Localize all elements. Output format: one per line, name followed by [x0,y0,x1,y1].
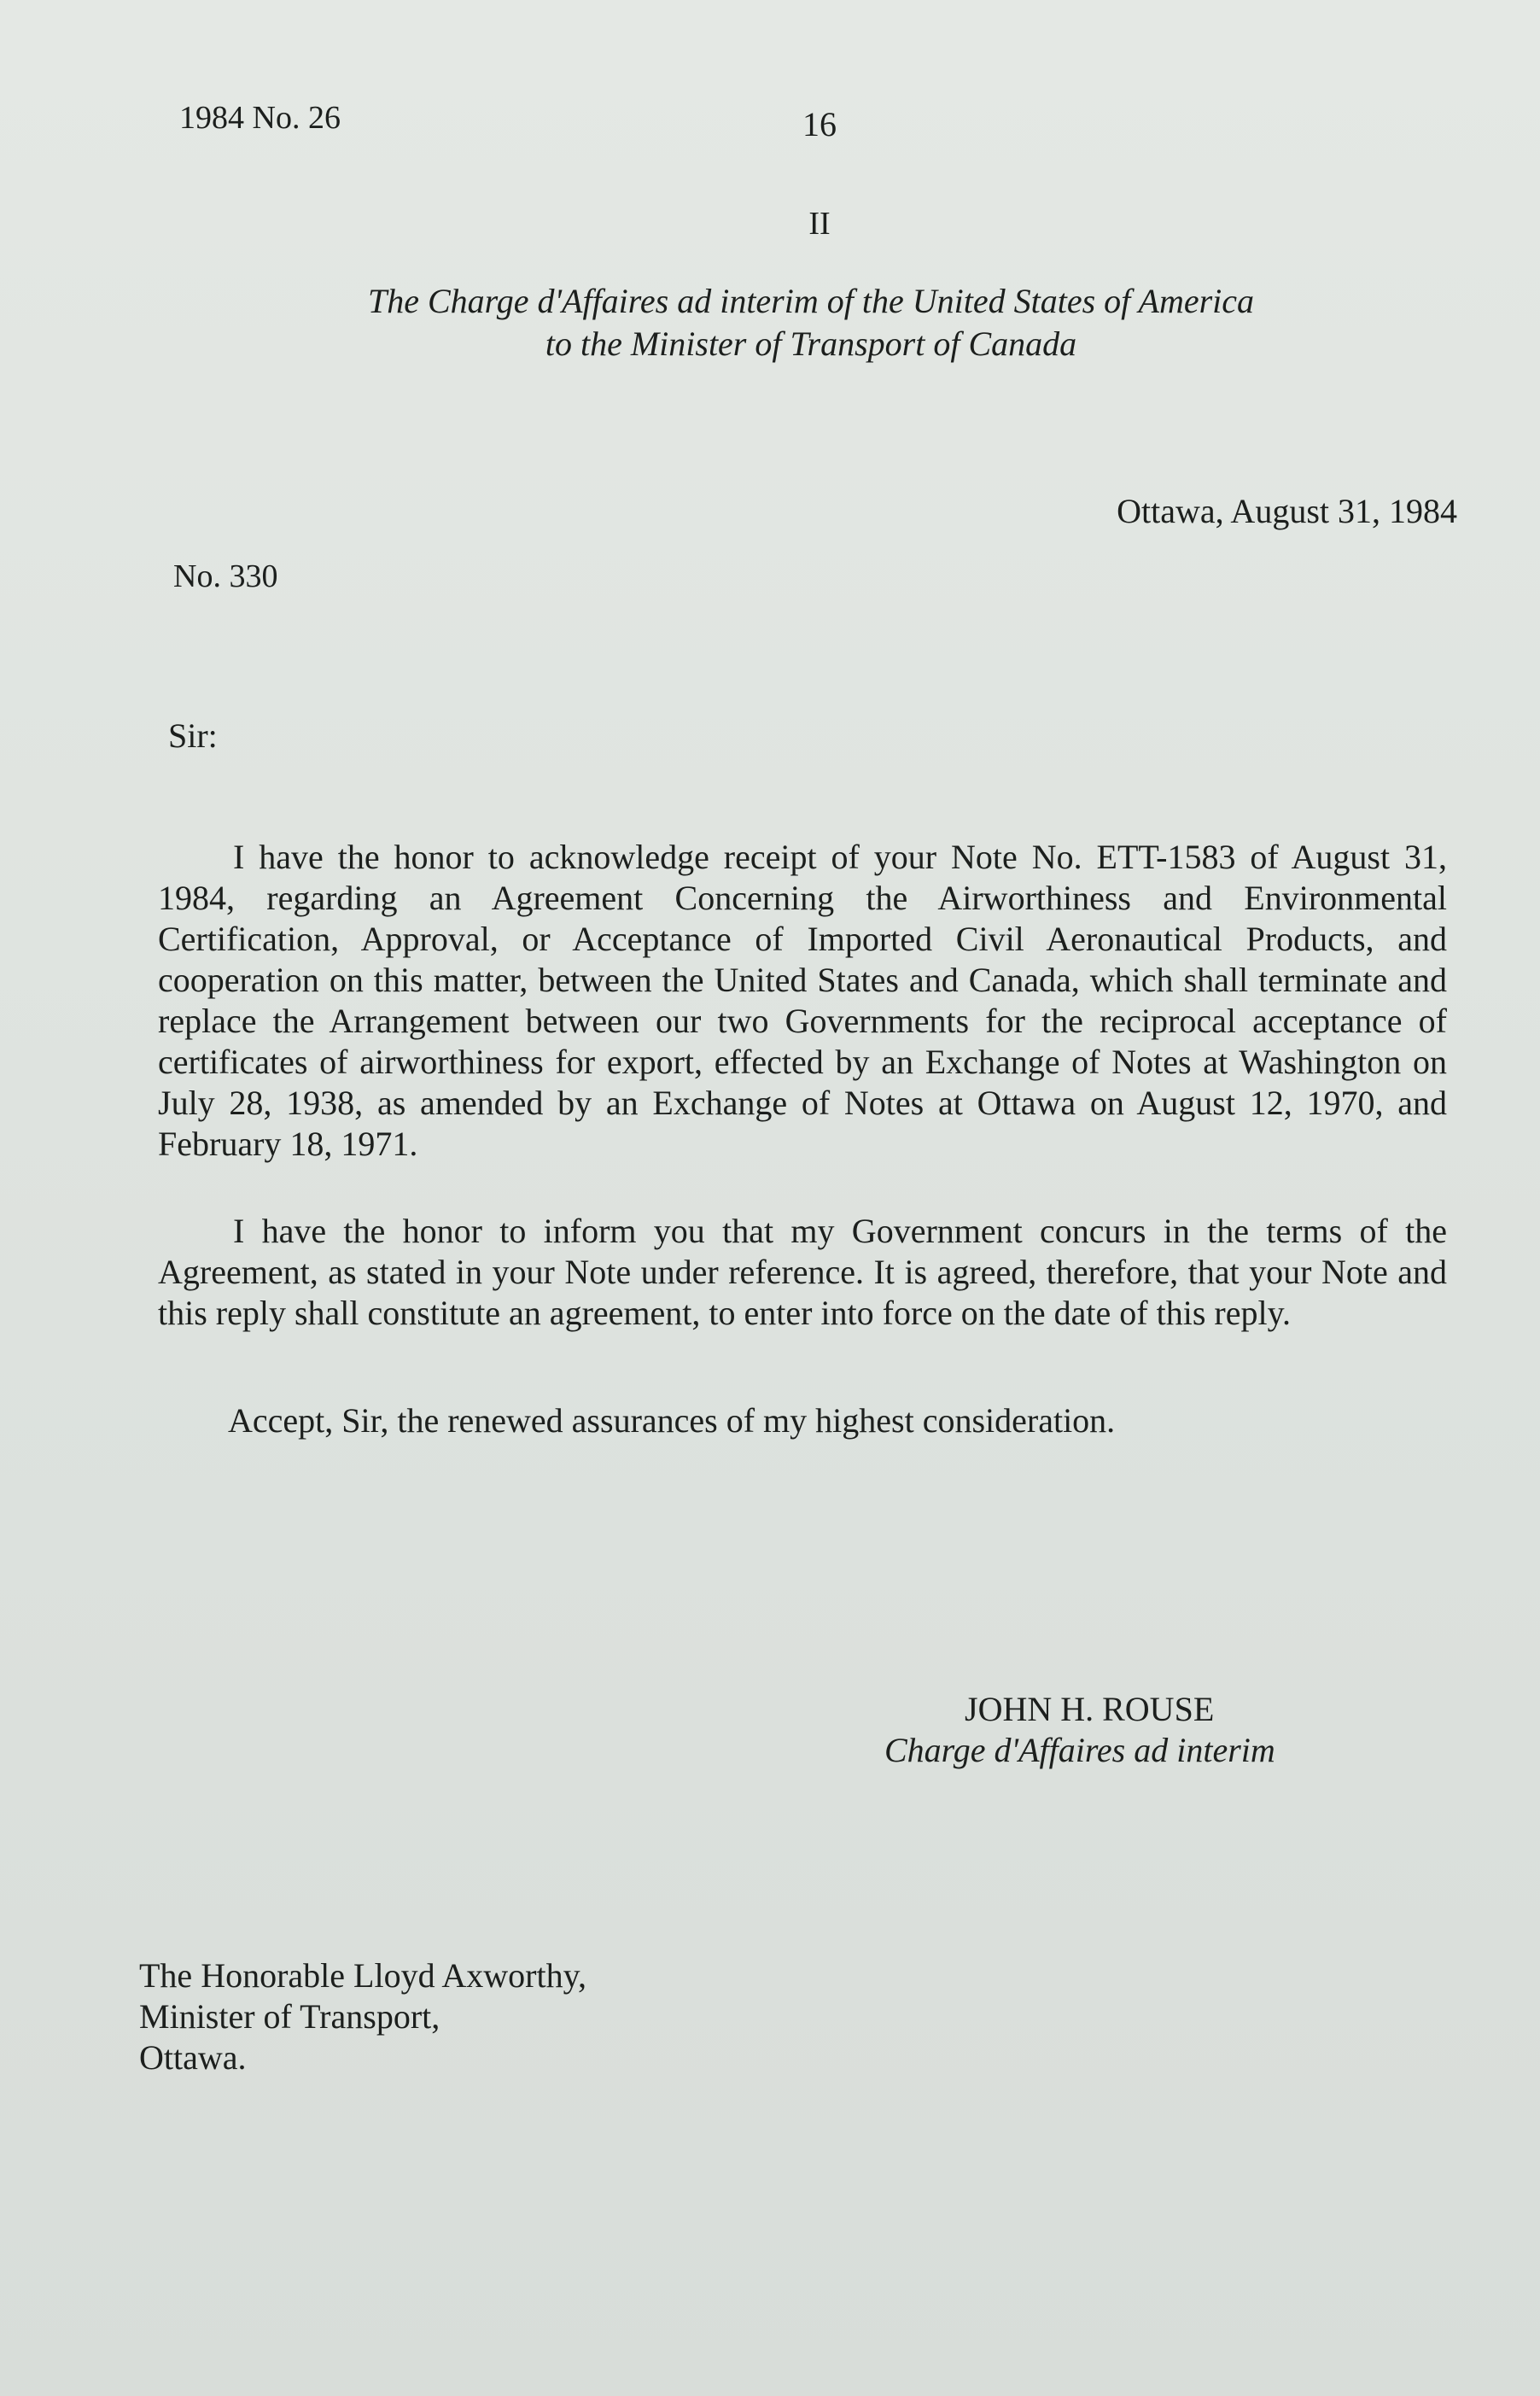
note-number: No. 330 [173,558,278,594]
addressee-line-1: The Honorable Lloyd Axworthy, [139,1956,586,1995]
addressee-line-2: Minister of Transport, [139,1997,440,2036]
section-number: II [808,206,831,242]
closing-line: Accept, Sir, the renewed assurances of my highest consideration. [228,1401,1116,1440]
signer-name: JOHN H. ROUSE [965,1690,1215,1728]
heading-line-1: The Charge d'Affaires ad interim of the United States of America [367,282,1255,320]
body-paragraph-2: I have the honor to inform you that my Government concurs in the terms of the Agreement, as stated in your Note under reference. It is agreed, therefore, that your Note and this reply shall constitute an agreement, to enter into force on the date of this reply. [158,1212,1447,1332]
heading-line-2: to the Minister of Transport of Canada [545,324,1077,363]
addressee-line-3: Ottawa. [139,2038,247,2077]
year-and-number: 1984 No. 26 [179,100,341,136]
note-heading [273,280,1349,365]
salutation: Sir: [168,716,218,755]
signer-title: Charge d'Affaires ad interim [884,1731,1275,1769]
place-and-date: Ottawa, August 31, 1984 [1117,492,1457,530]
page-number: 16 [802,105,837,143]
addressee-block [139,1955,586,2078]
body-paragraph-1: I have the honor to acknowledge receipt of your Note No. ETT-1583 of August 31, 1984, regarding an Agreement Concerning the Airworthiness and Environmental Certification, Approval, or Acceptance of Imported Civil Aeronautical Products, and cooperation on this matter, between the United States and Canada, which shall terminate and replace the Arrangement between our two Governments for the reciprocal acceptance of certificates of airworthiness for export, effected by an Exchange of Notes at Washington on July 28, 1938, as amended by an Exchange of Notes at Ottawa on August 12, 1970, and February 18, 1971. [158,838,1447,1163]
